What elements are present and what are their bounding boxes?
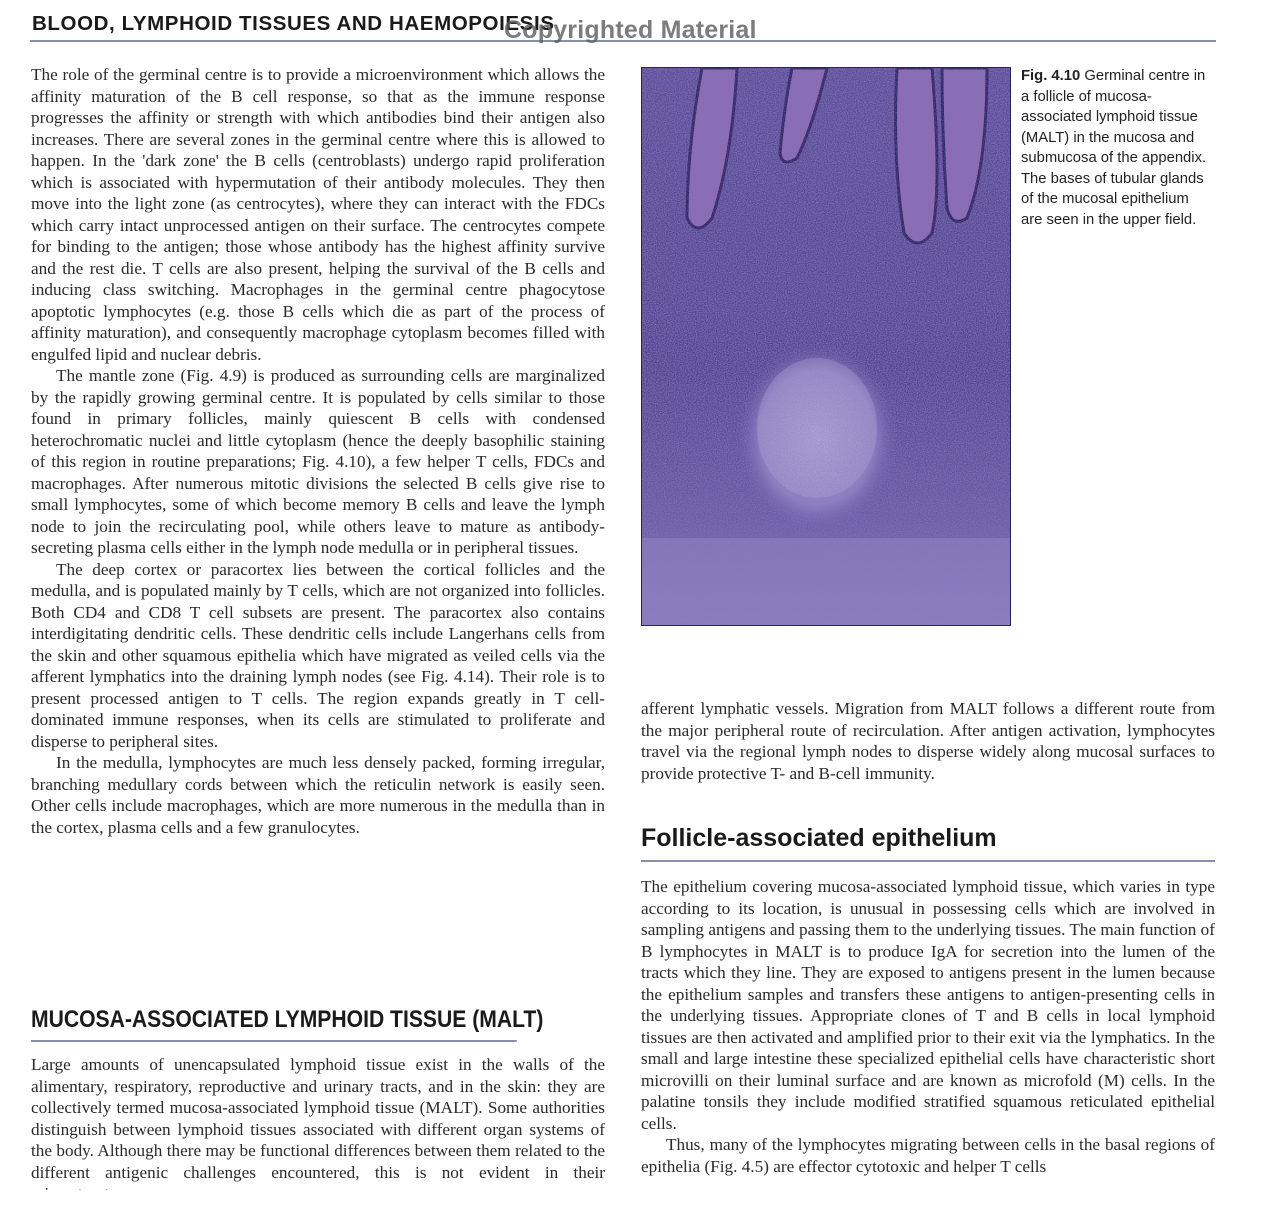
right-column-body bbox=[641, 876, 1215, 1177]
paragraph-lymphocytes: Thus, many of the lymphocytes migrating between cells in the basal regions of epithelia (Fig. 4.5) are effector cytotoxic and helper T cells bbox=[641, 1135, 1215, 1176]
figure-caption-text: Germinal centre in a follicle of mucosa-associated lymphoid tissue (MALT) in the mucosa and submucosa of the appendix. The bases of tubular glands of the mucosal epithelium are seen in the upper field. bbox=[1021, 68, 1207, 228]
copyright-watermark: Copyrighted Material bbox=[504, 16, 757, 44]
paragraph-follicle-epithelium: The epithelium covering mucosa-associated lymphoid tissue, which varies in type according to its location, is unusual in possessing cells which are involved in sampling antigens and passing them to the underlying tissues. The main function of B lymphocytes in MALT is to produce IgA for secretion into the lumen of the tracts which they line. They are exposed to antigens present in the lumen because the epithelium samples and transfers these antigens to antigen-presenting cells in the underlying tissues. Appropriate clones of T and B cells in local lymphoid tissues are then activated and amplified prior to their exit via the lymphatics. In the small and large intestine these specialized epithelial cells have characteristic short microvilli on their luminal surface and are known as microfold (M) cells. In the palatine tonsils they include modified stratified squamous reticulated epithelial cells. bbox=[641, 877, 1215, 1133]
right-column-continuation bbox=[641, 698, 1215, 784]
paragraph-mantle-zone: The mantle zone (Fig. 4.9) is produced as surrounding cells are marginalized by the rapidly growing germinal centre. It is populated by cells similar to those found in primary follicles, mainly quiescent B cells with condensed heterochromatic nuclei and little cytoplasm (hence the deeply basophilic staining of this region in routine preparations; Fig. 4.10), a few helper T cells, FDCs and macrophages. After numerous mitotic divisions the selected B cells give rise to small lymphocytes, some of which become memory B cells and leave the lymph node to join the recirculating pool, while others leave to mature as antibody-secreting plasma cells either in the lymph node medulla or in peripheral tissues. bbox=[31, 366, 605, 557]
gland-base bbox=[896, 68, 937, 243]
header-title: BLOOD, LYMPHOID TISSUES AND HAEMOPOIESIS bbox=[32, 12, 555, 35]
paragraph-migration: afferent lymphatic vessels. Migration from MALT follows a different route from the major peripheral route of recirculation. After antigen activation, lymphocytes travel via the regional lymph nodes to disperse widely along mucosal surfaces to provide protective T- and B-cell immunity. bbox=[641, 699, 1215, 783]
paragraph-medulla: In the medulla, lymphocytes are much less densely packed, forming irregular, branching medullary cords between which the reticulin network is easily seen. Other cells include macrophages, which are more numerous in the medulla than in the cortex, plasma cells and a few granulocytes. bbox=[31, 753, 605, 837]
paragraph-malt-intro: Large amounts of unencapsulated lymphoid tissue exist in the walls of the alimentary, respiratory, reproductive and urinary tracts, and in the skin: they are collectively termed mucosa-associated lymphoid tissue (MALT). Some authorities distinguish between lymphoid tissues associated with different organ systems of the body. Although there may be functional differences between them related to the different antigenic challenges encountered, this is not evident in their bbox=[31, 1055, 605, 1182]
subheading-follicle-epithelium: Follicle-associated epithelium bbox=[641, 824, 1215, 862]
running-header bbox=[30, 8, 1216, 42]
page-bottom-edge bbox=[0, 1190, 1280, 1202]
left-column bbox=[31, 64, 605, 838]
paragraph-paracortex: The deep cortex or paracortex lies between the cortical follicles and the medulla, and is populated mainly by T cells, which are not organized into follicles. Both CD4 and CD8 T cell subsets are present. The paracortex also contains interdigitating dendritic cells. These dendritic cells include Langerhans cells from the skin and other squamous epithelia which have migrated as veiled cells via the afferent lymphatics into the draining lymph nodes (see Fig. 4.14). Their role is to present processed antigen to T cells. The region expands greatly in T cell-dominated immune responses, when its cells are stimulated to proliferate and disperse to peripheral sites. bbox=[31, 559, 605, 751]
germinal-centre-micrograph bbox=[642, 68, 1010, 625]
paragraph-germinal-centre: The role of the germinal centre is to provide a microenvironment which allows the affinity maturation of the B cell response, so that as the immune response progresses the affinity or strength with which antibodies bind their antigen also increases. There are several zones in the germinal centre where this is allowed to happen. In the 'dark zone' the B cells (centroblasts) undergo rapid proliferation which is associated with hypermutation of their antibody molecules. They then move into the light zone (as centrocytes), where they can interact with the FDCs which carry intact unprocessed antigen on their surface. The centrocytes compete for binding to the antigen; those whose antibody has the highest affinity survive and the rest die. T cells are also present, helping the survival of the B cells and inducing class switching. Macrophages in the germinal centre phagocytose apoptotic lymphocytes (e.g. those B cells which die as part of the process of affinity maturation), and consequently macrophage cytoplasm becomes filled with engulfed lipid and nuclear debris. bbox=[31, 65, 605, 364]
malt-section-body bbox=[31, 1054, 605, 1205]
figure-caption bbox=[1021, 66, 1213, 230]
figure-label: Fig. 4.10 bbox=[1021, 68, 1081, 84]
micrograph-figure bbox=[641, 67, 1011, 626]
section-heading-malt: MUCOSA-ASSOCIATED LYMPHOID TISSUE (MALT) bbox=[31, 1006, 517, 1042]
